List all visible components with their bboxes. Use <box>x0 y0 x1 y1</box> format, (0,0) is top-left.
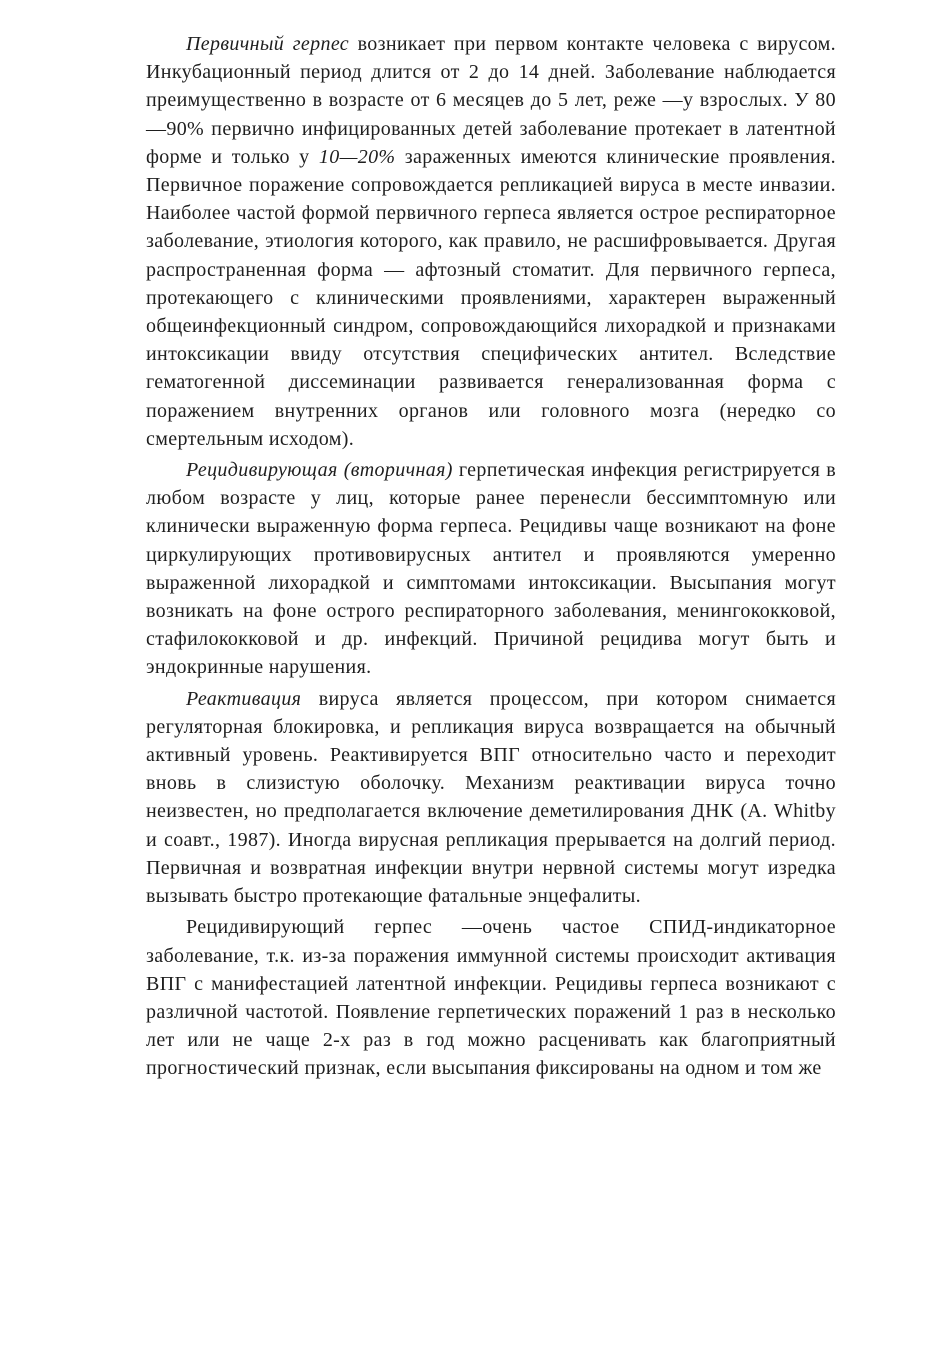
paragraph-primary-herpes <box>146 30 836 453</box>
paragraph-text: герпетическая инфекция регистрируется в любом возрасте у лиц, которые ранее перенесли бессимптомную или клинически выраженную форма герпеса. Рецидивы чаще возникают на фоне циркулирующих противовирусных антител и проявляются умеренно выраженной лихорадкой и симптомами интоксикации. Высыпания могут возникать на фоне острого респираторного заболевания, менингококковой, стафилококковой и др. инфекций. Причиной рецидива могут быть и эндокринные нарушения. <box>146 459 837 679</box>
percent-range: 10—20% <box>318 145 396 168</box>
paragraph-recurrent-herpes <box>146 456 836 682</box>
paragraph-reactivation <box>146 685 836 911</box>
paragraph-text: Рецидивирующий герпес —очень частое СПИД-индикаторное заболевание, т.к. из-за поражения иммунной системы происходит активация ВПГ с манифестацией латентной инфекции. Рецидивы герпеса возникают с различной частотой. Появление герпетических поражений 1 раз в несколько лет или не чаще 2-х раз в год можно расценивать как благоприятный прогностический признак, если высыпания фиксированы на одном и том же <box>146 916 836 1080</box>
body-text <box>146 30 836 1083</box>
term-primary-herpes: Первичный герпес <box>186 33 350 55</box>
paragraph-text: возникает при первом контакте человека с вирусом. Инкубационный период длится от 2 до 14 дней. Заболевание наблюдается преимущественно в возрасте от 6 месяцев до 5 лет, реже —у взрослых. У 80—90% первично инфицированных детей заболевание протекает в латентной форме и только у <box>146 33 837 168</box>
paragraph-aids-indicator <box>146 913 836 1082</box>
term-reactivation: Реактивация <box>186 687 302 710</box>
term-recurrent-secondary: Рецидивирующая (вторичная) <box>186 459 453 482</box>
paragraph-text-continued: зараженных имеются клинические проявления. Первичное поражение сопровождается репликацией вируса в месте инвазии. Наиболее частой формой первичного герпеса является острое респираторное заболевание, этиология которого, как правило, не расшифровывается. Другая распространенная форма — афтозный стоматит. Для первичного герпеса, протекающего с клиническими проявлениями, характерен выраженный общеинфекционный синдром, сопровождающийся лихорадкой и признаками интоксикации ввиду отсутствия специфических антител. Вследствие гематогенной диссеминации развивается генерализованная форма с поражением внутренних органов или головного мозга (нередко со смертельным исходом). <box>146 145 836 450</box>
paragraph-text: вируса является процессом, при котором снимается регуляторная блокировка, и репликация вируса возвращается на обычный активный уровень. Реактивируется ВПГ относительно часто и переходит вновь в слизистую оболочку. Механизм реактивации вируса точно неизвестен, но предполагается включение деметилирования ДНК (A. Whitby и соавт., 1987). Иногда вирусная репликация прерывается на долгий период. Первичная и возвратная инфекции внутри нервной системы могут изредка вызывать быстро протекающие фатальные энцефалиты. <box>146 687 836 908</box>
